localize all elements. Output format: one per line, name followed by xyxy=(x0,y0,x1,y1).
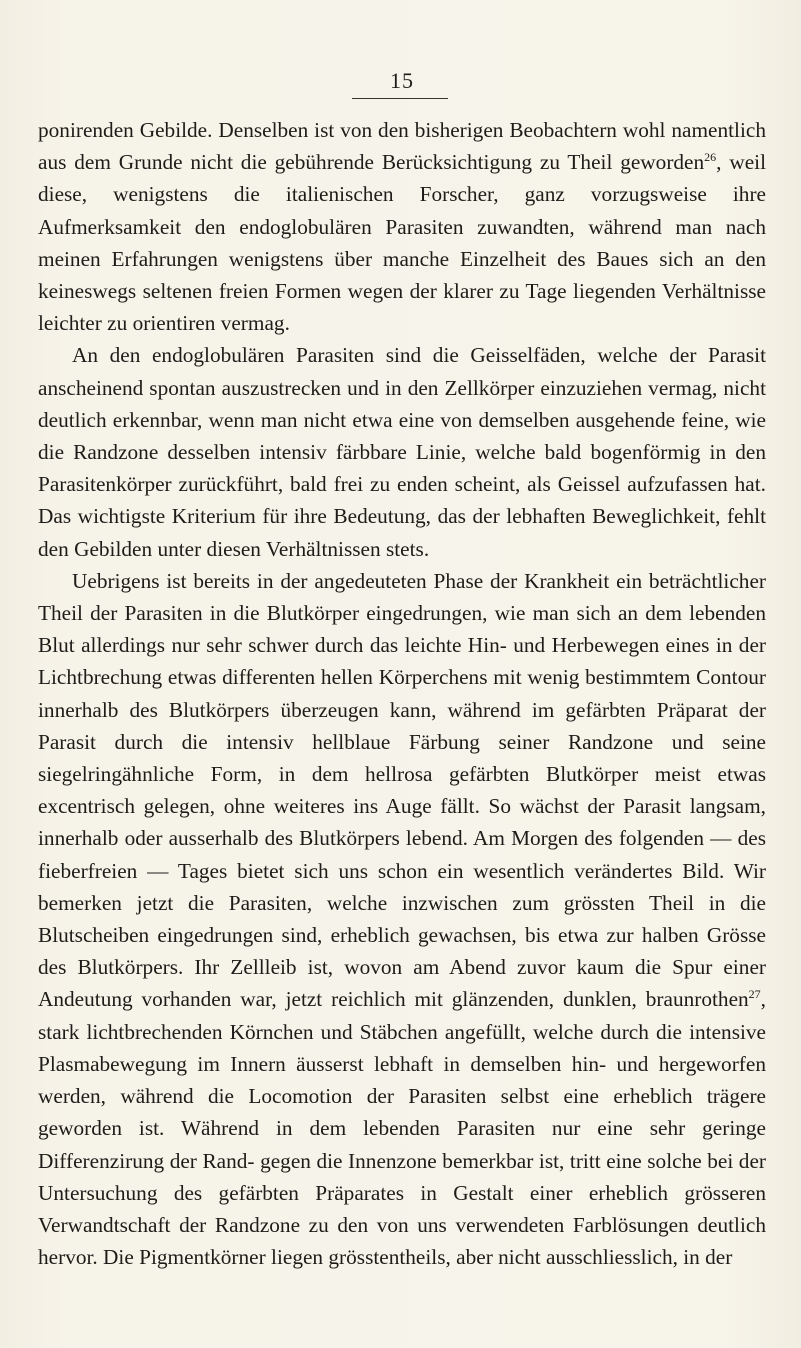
paragraph-3-text-a: Uebrigens ist bereits in der angedeuteten Phase der Krankheit ein beträchtlicher Theil der Parasiten in die Blutkörper eingedrungen, wie man sich an dem lebenden Blut allerdings nur sehr schwer durch das leichte Hin- und Herbewegen eines in der Lichtbrechung etwas differenten hellen Körperchens mit wenig bestimmtem Contour innerhalb des Blutkörpers überzeugen kann, während im gefärbten Präparat der Parasit durch die intensiv hellblaue Färbung seiner Randzone und seine siegelringähnliche Form, in dem hellrosa gefärbten Blutkörper meist etwas excentrisch gelegen, ohne weiteres ins Auge fällt. So wächst der Parasit langsam, innerhalb oder ausserhalb des Blutkörpers lebend. Am Morgen des folgenden — des fieberfreien — Tages bietet sich uns schon ein wesentlich verändertes Bild. Wir bemerken jetzt die Parasiten, welche inzwischen zum grössten Theil in die Blutscheiben eingedrungen sind, erheblich gewachsen, bis etwa zur halben Grösse des Blutkörpers. Ihr Zellleib ist, wovon am Abend zuvor kaum die Spur einer Andeutung vorhanden war, jetzt reichlich mit glänzenden, dunklen, braunrothen xyxy=(38,568,766,1012)
body-text xyxy=(38,114,766,1273)
paragraph-3 xyxy=(38,565,766,1273)
paragraph-1 xyxy=(38,114,766,339)
paragraph-1-text-b: , weil diese, wenigstens die italienischen Forscher, ganz vorzugsweise ihre Aufmerksamkeit den endoglobulären Parasiten zuwandten, während man nach meinen Erfahrungen wenigstens über manche Einzelheit des Baues sich an den keineswegs seltenen freien Formen wegen der klarer zu Tage liegenden Verhältnisse leichter zu orientiren vermag. xyxy=(38,150,766,336)
page-number-rule xyxy=(352,98,448,99)
paragraph-3-text-b: , stark lichtbrechenden Körnchen und Stäbchen angefüllt, welche durch die intensive Plasmabewegung im Innern äusserst lebhaft in demselben hin- und hergeworfen werden, während die Locomotion der Parasiten selbst eine erheblich trägere geworden ist. Während in dem lebenden Parasiten nur eine sehr geringe Differenzirung der Rand- gegen die Innenzone bemerkbar ist, tritt eine solche bei der Untersuchung des gefärbten Präparates in Gestalt einer erheblich grösseren Verwandtschaft der Randzone zu den von uns verwendeten Farblösungen deutlich hervor. Die Pigmentkörner liegen grösstentheils, aber nicht ausschliesslich, in der xyxy=(38,987,766,1270)
page-number: 15 xyxy=(390,68,414,93)
paragraph-2: An den endoglobulären Parasiten sind die Geisselfäden, welche der Parasit anscheinend spontan auszustrecken und in den Zellkörper einzuziehen vermag, nicht deutlich erkennbar, wenn man nicht etwa eine von demselben ausgehende feine, wie die Randzone desselben intensiv färbbare Linie, welche bald bogenförmig in den Parasitenkörper zurückführt, bald frei zu enden scheint, als Geissel aufzufassen hat. Das wichtigste Kriterium für ihre Bedeutung, das der lebhaften Beweglichkeit, fehlt den Gebilden unter diesen Verhältnissen stets. xyxy=(38,343,766,561)
footnote-ref-26: 26 xyxy=(704,150,717,165)
paragraph-1-text-a: ponirenden Gebilde. Denselben ist von den bisherigen Beobachtern wohl namentlich aus dem Grunde nicht die gebührende Berücksichtigung zu Theil geworden xyxy=(38,118,766,175)
footnote-ref-27: 27 xyxy=(748,987,761,1002)
